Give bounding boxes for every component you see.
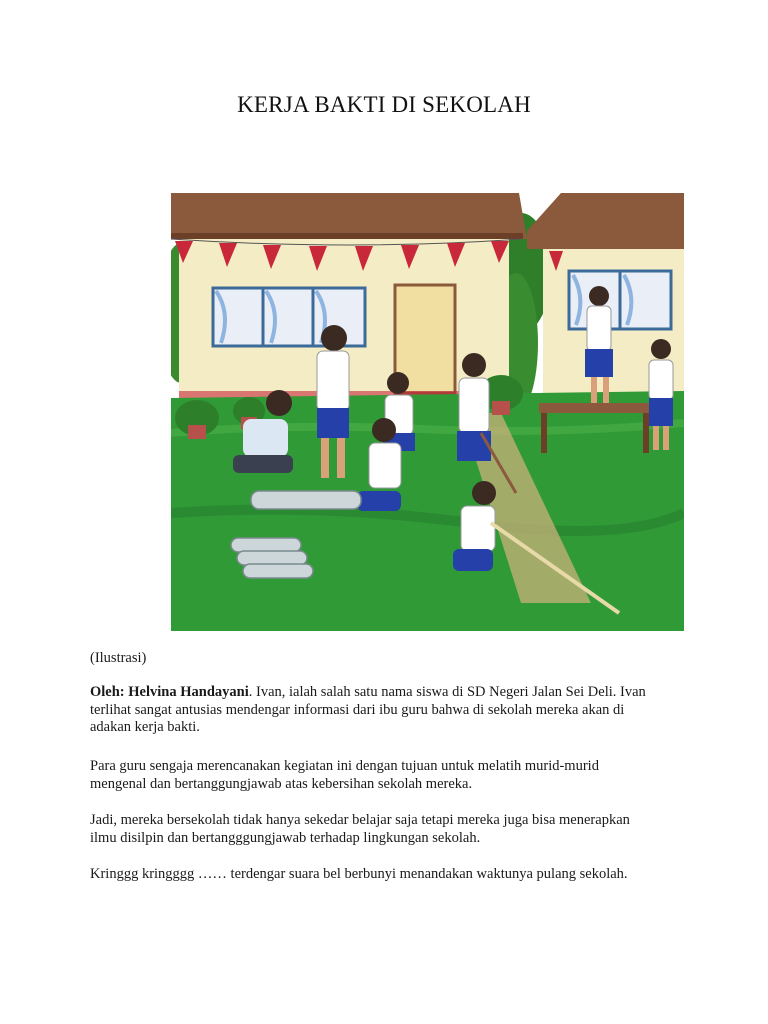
paragraph-1 [90,684,670,737]
paragraph-1-line-1: . Ivan, ialah salah satu nama siswa di SD Negeri Jalan Sei Deli. Ivan [248,684,646,700]
paragraph-1-line-2: terlihat sangat antusias mendengar informasi dari ibu guru bahwa di sekolah mereka akan di [90,701,625,718]
paragraph-1-line-3: adakan kerja bakti. [90,719,200,735]
page-title: KERJA BAKTI DI SEKOLAH [237,92,531,117]
paragraph-2-line-1: Para guru sengaja merencanakan kegiatan ini dengan tujuan untuk melatih murid-murid [90,758,599,774]
paragraph-2-line-2: mengenal dan bertanggungjawab atas kebersihan sekolah mereka. [90,775,473,792]
illustration-caption: (Ilustrasi) [90,650,147,666]
author-byline: Oleh: Helvina Handayani [90,684,249,700]
paragraph-3-line-2: ilmu disilpin dan bertangggungjawab terhadap lingkungan sekolah. [90,829,481,846]
illustration-image [171,193,684,631]
paragraph-3-line-1: Jadi, mereka bersekolah tidak hanya sekedar belajar saja tetapi mereka juga bisa menerapkan [90,812,630,828]
paragraph-4 [90,866,670,884]
paragraph-3 [90,812,670,847]
paragraph-4-line-1: Kringgg kringggg …… terdengar suara bel berbunyi menandakan waktunya pulang sekolah. [90,866,628,882]
paragraph-2 [90,758,670,793]
